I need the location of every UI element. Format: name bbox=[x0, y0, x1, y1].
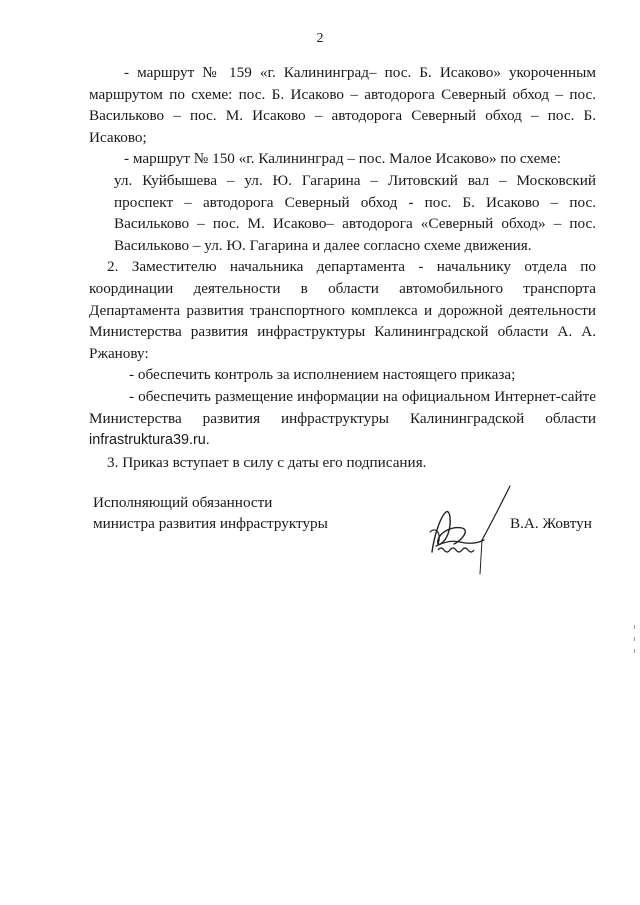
item-2-bullet-publish bbox=[89, 386, 596, 452]
document-body bbox=[89, 62, 596, 473]
signatory-name: В.А. Жовтун bbox=[510, 515, 592, 532]
route-150-first-line: - маршрут № 150 «г. Калининград – пос. Малое Исаково» по схеме: bbox=[124, 150, 561, 168]
signatory-position-line1: Исполняющий обязанности bbox=[93, 494, 273, 511]
handwritten-signature bbox=[422, 482, 512, 582]
page-number: 2 bbox=[316, 31, 324, 46]
scan-edge-mark bbox=[633, 625, 636, 655]
item-2-bullet-publish-text: - обеспечить размещение информации на официальном Интернет-сайте Министерства развития инфраструктуры Калининградской области bbox=[89, 387, 596, 427]
route-159-paragraph: - маршрут № 159 «г. Калининград– пос. Б. Исаково» укороченным маршрутом по схеме: пос. Б. Исаково – автодорога Северный обход – пос. Васильково – пос. М. Исаково – автодорога Северный обход – пос. Б. Исаково; bbox=[89, 64, 596, 146]
route-150-paragraph: ул. Куйбышева – ул. Ю. Гагарина – Литовский вал – Московский проспект – автодорога Северный обход - пос. Б. Исаково – пос. Васильково – пос. М. Исаково– автодорога «Северный обход» – пос. Васильково – ул. Ю. Гагарина и далее согласно схеме движения. bbox=[114, 171, 596, 254]
signatory-position bbox=[93, 492, 328, 534]
item-2-bullet-control: - обеспечить контроль за исполнением настоящего приказа; bbox=[129, 366, 516, 384]
website-address: infrastruktura39.ru. bbox=[89, 432, 210, 449]
item-3-paragraph: 3. Приказ вступает в силу с даты его подписания. bbox=[107, 453, 427, 471]
signatory-position-line2: министра развития инфраструктуры bbox=[93, 515, 328, 532]
item-2-paragraph: 2. Заместителю начальника департамента - начальнику отдела по координации деятельности в области автомобильного транспорта Департамента развития транспортного комплекса и дорожной деятельности Министерства развития инфраструктуры Калининградской области А. А. Ржанову: bbox=[89, 258, 596, 362]
